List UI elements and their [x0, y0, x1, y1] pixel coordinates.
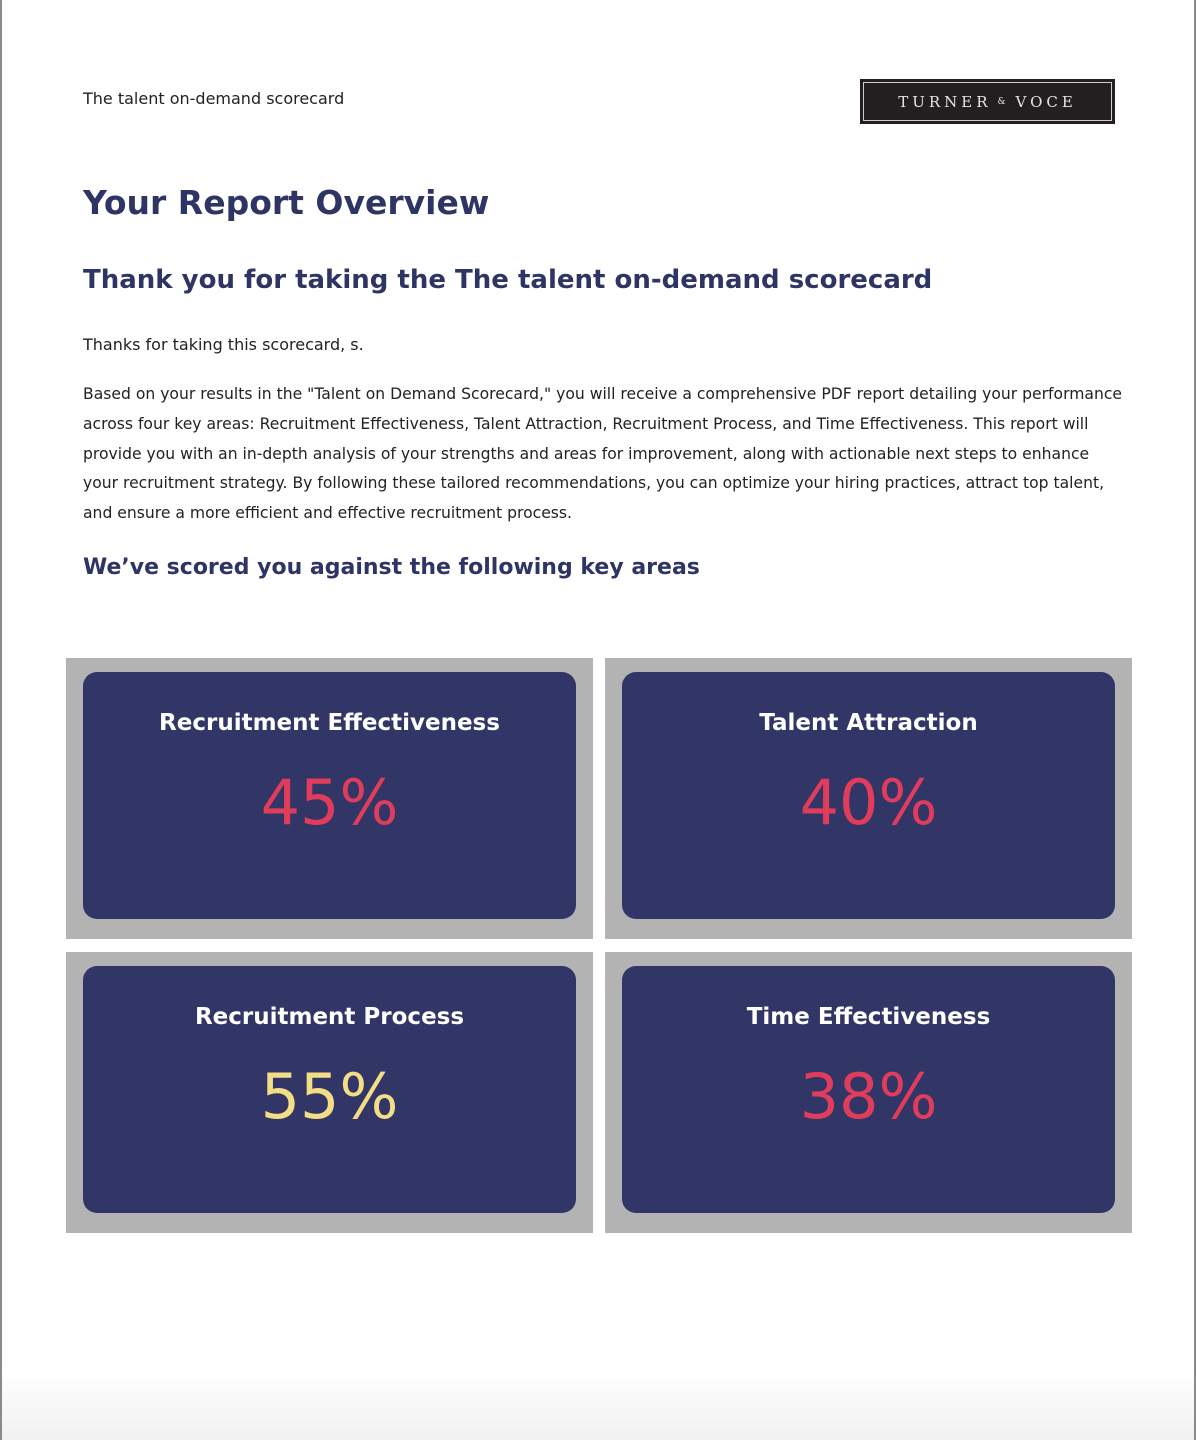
logo-left-word: TURNER: [898, 92, 992, 111]
score-card-panel: [622, 966, 1115, 1213]
score-card-panel: [83, 672, 576, 919]
logo-frame: [863, 82, 1112, 121]
score-card-value: 38%: [799, 1060, 938, 1133]
score-card-label: Talent Attraction: [759, 710, 978, 736]
page-title: Your Report Overview: [83, 183, 490, 222]
score-card-recruitment-process: [66, 952, 593, 1233]
report-description: Based on your results in the "Talent on Demand Scorecard," you will receive a comprehensive PDF report detailing your performance across four key areas: Recruitment Effectiveness, Talent Attraction, Recruitment Process, and Time Effectiveness. This report will provide you with an in-depth analysis of your strengths and areas for improvement, along with actionable next steps to enhance your recruitment strategy. By following these tailored recommendations, you can optimize your hiring practices, attract top talent, and ensure a more efficient and effective recruitment process.: [83, 385, 1123, 523]
score-card-time-effectiveness: [605, 952, 1132, 1233]
score-card-label: Recruitment Effectiveness: [159, 710, 500, 736]
thanks-heading: Thank you for taking the The talent on-demand scorecard: [83, 265, 933, 295]
score-card-value: 45%: [260, 766, 399, 839]
logo-ampersand: &: [997, 96, 1006, 107]
score-card-label: Time Effectiveness: [746, 1004, 991, 1030]
header-title: The talent on-demand scorecard: [83, 89, 345, 108]
score-card-recruitment-effectiveness: [66, 658, 593, 939]
score-card-value: 55%: [260, 1060, 399, 1133]
score-card-label: Recruitment Process: [194, 1004, 465, 1030]
logo-right-word: VOCE: [1015, 92, 1077, 111]
turner-voce-logo: [860, 79, 1115, 124]
score-card-talent-attraction: [605, 658, 1132, 939]
key-areas-heading: We’ve scored you against the following key areas: [83, 555, 700, 580]
score-card-panel: [622, 672, 1115, 919]
greeting-text: Thanks for taking this scorecard, s.: [83, 335, 364, 354]
score-card-value: 40%: [799, 766, 938, 839]
score-card-panel: [83, 966, 576, 1213]
